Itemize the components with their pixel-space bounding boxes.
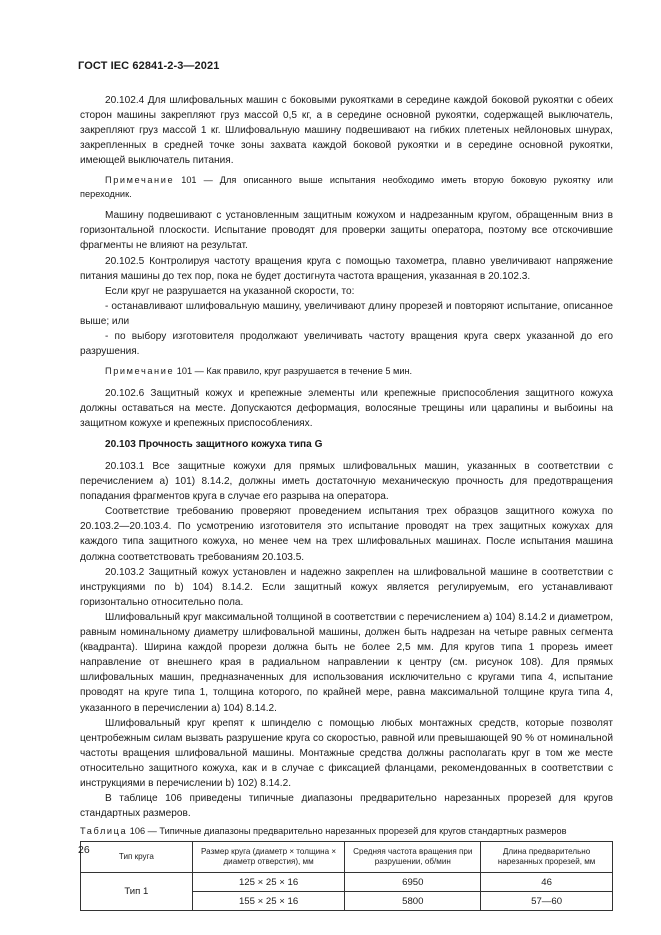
- page-body: [80, 93, 613, 911]
- table-row: [81, 873, 613, 892]
- paragraph-20-103-2: 20.103.2 Защитный кожух установлен и надежно закреплен на шлифовальной машине в соответствии с инструкциями по b) 104) 8.14.2. Если защитный кожух является регулируемым, его устанавливают горизонтально относительно пола.: [80, 566, 613, 608]
- paragraph-if-not-broken: Если круг не разрушается на указанной скорости, то:: [105, 285, 355, 297]
- table-header-row: [81, 842, 613, 873]
- note-101-b: [80, 365, 613, 378]
- paragraph-mounting: Шлифовальный круг крепят к шпинделю с помощью любых монтажных средств, которые позволят центробежным силам вызвать разрушение круга со скоростью, равной или превышающей 90 % от номинальной частоты вращения шлифовальной машины. Монтажные средства должны располагать круг в том же месте относительно защитного кожуха, как и в случае с фиксацией фланцами, рекомендованных в соответствии с инструкциями в перечислении b) 102) 8.14.2.: [80, 717, 613, 789]
- note-text: 101 — Для описанного выше испытания необходимо иметь вторую боковую рукоятку или переходник.: [80, 175, 613, 199]
- page-number: 26: [78, 844, 90, 856]
- paragraph-compliance: Соответствие требованию проверяют проведением испытания трех образцов защитного кожуха по 20.103.2—20.103.4. По усмотрению изготовителя это испытание проводят на трех защитных кожухах для каждого типа защитного кожуха, но менее чем на трех шлифовальных машинах. После испытания машина должна соответствовать требованиям 20.103.5.: [80, 506, 613, 563]
- note-label: Примечание: [105, 366, 175, 377]
- paragraph-wheel: Шлифовальный круг максимальной толщиной в соответствии с перечислением а) 104) 8.14.2 и диаметром, равным номинальному диаметру шлифовальной машины, должен быть надрезан на четыре равных сегмента (квадранта). Ширина каждой прорези должна быть не более 2,5 мм. Для кругов типа 1 прорезь имеет направление от внешнего края в радиальном направлении к центру (см. рисунок 108). Для прямых шлифовальных машин, предназначенных для использования исключительно с кругами типа 4, испытание проводят на круге типа 1, толщина которого, по крайней мере, равна максимальной толщине круга типа 4, указанного в перечислении а) 104) 8.14.2.: [80, 611, 613, 714]
- document-header: ГОСТ IEC 62841-2-3—2021: [78, 60, 220, 72]
- column-header: Тип круга: [81, 842, 193, 873]
- paragraph-suspension: Машину подвешивают с установленным защитным кожухом и надрезанным кругом, обращенным вниз в горизонтальной плоскости. Испытание проводят для проверки защиты оператора, поэтому все отскочившие фрагменты не влияют на результат.: [80, 210, 613, 252]
- table-cell: 6950: [345, 873, 481, 892]
- column-header: Средняя частота вращения при разрушении, об/мин: [345, 842, 481, 873]
- list-item: - останавливают шлифовальную машину, увеличивают длину прорезей и повторяют испытание, описанное выше; или: [80, 300, 613, 327]
- column-header: Длина предварительно нарезанных прорезей, мм: [481, 842, 613, 873]
- paragraph-20-102-6: 20.102.6 Защитный кожух и крепежные элементы или крепежные приспособления защитного кожуха должны оставаться на месте. Допускаются деформация, волосяные трещины или царапины и выбоины на защитном кожухе и крепежных приспособлениях.: [80, 387, 613, 429]
- paragraph-20-103-1: 20.103.1 Все защитные кожухи для прямых шлифовальных машин, указанных в соответствии с перечислением а) 101) 8.14.2, должны иметь достаточную механическую прочность для предотвращения попадания фрагментов круга в случае его разрыва на оператора.: [80, 461, 613, 503]
- section-heading-20-103: 20.103 Прочность защитного кожуха типа G: [105, 438, 323, 450]
- list-item: - по выбору изготовителя продолжают увеличивать частоту вращения круга сверх указанной до его разрушения.: [80, 331, 613, 358]
- table-caption-label: Таблица: [80, 826, 128, 837]
- note-label: Примечание: [105, 175, 175, 186]
- paragraph-20-102-4: 20.102.4 Для шлифовальных машин с боковыми рукоятками в середине каждой боковой рукоятки с обеих сторон машины закрепляют груз массой 0,5 кг, а в середине основной рукоятки, содержащей выключатель, закрепляют груз массой 1 кг. Шлифовальную машину подвешивают на гибких плетеных нейлоновых шнурах, закрепленных в средней точке зоны захвата каждой боковой рукоятки и в середине основной рукоятки, имеющей выключатель питания.: [80, 95, 613, 167]
- table-cell: 57—60: [481, 892, 613, 911]
- note-text: 101 — Как правило, круг разрушается в течение 5 мин.: [174, 366, 413, 377]
- note-101-a: [80, 174, 613, 201]
- table-cell: 155 × 25 × 16: [192, 892, 345, 911]
- table-cell: 5800: [345, 892, 481, 911]
- table-cell: 125 × 25 × 16: [192, 873, 345, 892]
- table-cell-type: Тип 1: [81, 873, 193, 911]
- table-caption-text: 106 — Типичные диапазоны предварительно нарезанных прорезей для кругов стандартных размеров: [127, 826, 567, 837]
- table-caption: [80, 825, 613, 838]
- table-cell: 46: [481, 873, 613, 892]
- paragraph-table-ref: В таблице 106 приведены типичные диапазоны предварительно нарезанных прорезей для кругов стандартных размеров.: [80, 793, 613, 820]
- column-header: Размер круга (диаметр × толщина × диаметр отверстия), мм: [192, 842, 345, 873]
- table-106: [80, 841, 613, 911]
- paragraph-20-102-5: 20.102.5 Контролируя частоту вращения круга с помощью тахометра, плавно увеличивают напряжение питания машины до тех пор, пока не будет достигнута частота вращения, указанная в 20.102.3.: [80, 255, 613, 282]
